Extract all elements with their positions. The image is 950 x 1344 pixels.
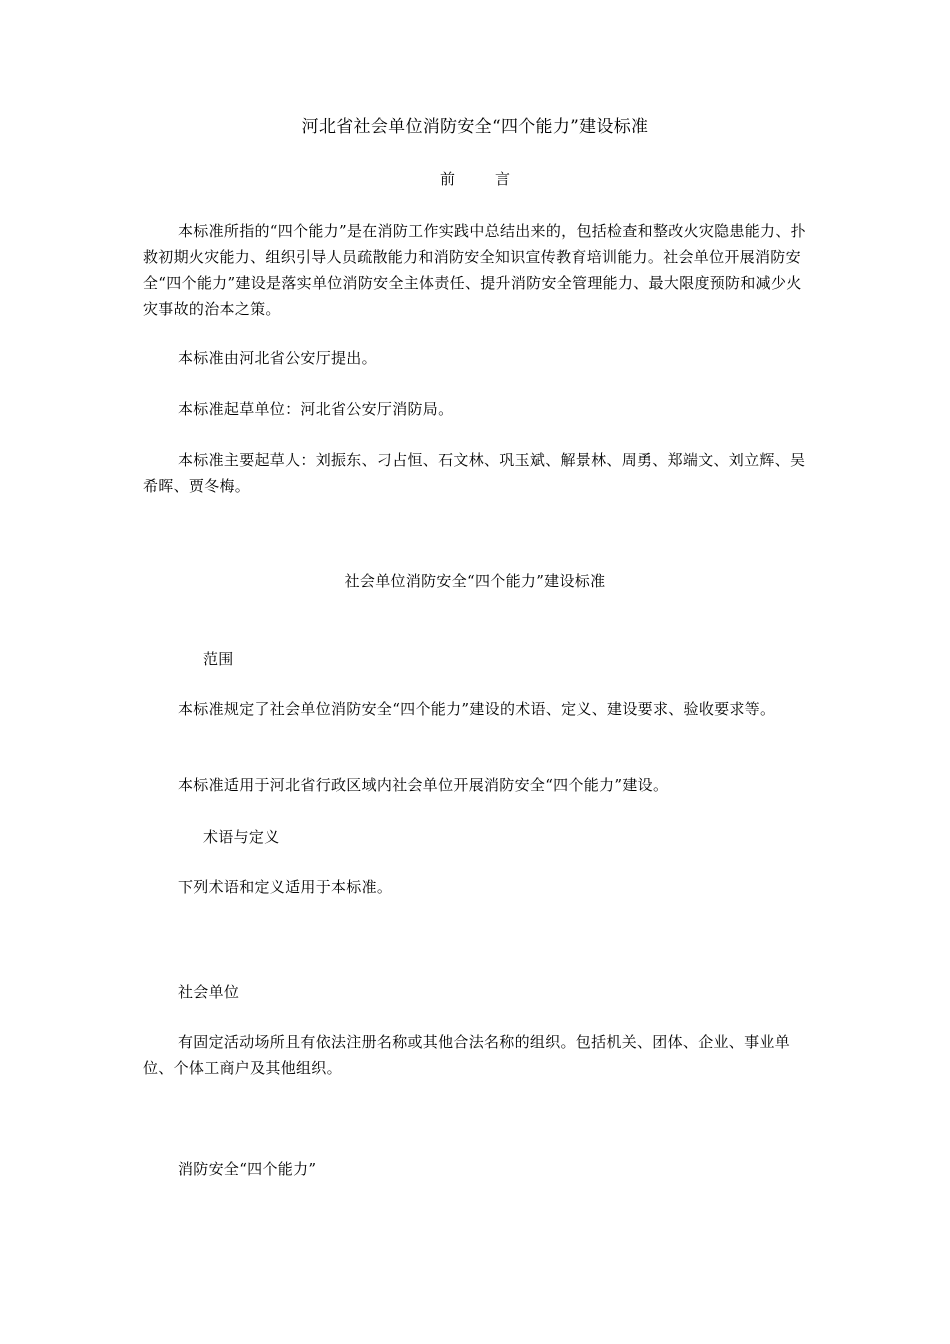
proposer-paragraph: 本标准由河北省公安厅提出。 — [178, 349, 377, 367]
document-title: 河北省社会单位消防安全“四个能力”建设标准 — [301, 117, 649, 137]
preface-heading-char-1: 前 — [439, 170, 455, 188]
terms-heading: 术语与定义 — [203, 828, 280, 846]
drafters-paragraph: 本标准主要起草人：刘振东、刁占恒、石文林、巩玉斌、解景林、周勇、郑端文、刘立辉、吴希晖、贾冬梅。 — [143, 451, 806, 495]
standard-subtitle: 社会单位消防安全“四个能力”建设标准 — [344, 572, 606, 590]
term-four-abilities-heading: 消防安全“四个能力” — [178, 1160, 317, 1178]
scope-heading: 范围 — [203, 650, 234, 668]
drafting-unit-paragraph: 本标准起草单位：河北省公安厅消防局。 — [178, 400, 454, 418]
terms-intro-paragraph: 下列术语和定义适用于本标准。 — [178, 878, 393, 896]
scope-paragraph-1: 本标准规定了社会单位消防安全“四个能力”建设的术语、定义、建设要求、验收要求等。 — [178, 700, 776, 718]
term-social-unit-heading: 社会单位 — [178, 983, 240, 1001]
preface-heading-char-2: 言 — [495, 170, 511, 188]
term-social-unit-definition: 有固定活动场所且有依法注册名称或其他合法名称的组织。包括机关、团体、企业、事业单位、个体工商户及其他组织。 — [143, 1033, 791, 1077]
scope-paragraph-2: 本标准适用于河北省行政区域内社会单位开展消防安全“四个能力”建设。 — [178, 776, 669, 794]
preface-paragraph: 本标准所指的“四个能力”是在消防工作实践中总结出来的，包括检查和整改火灾隐患能力、扑救初期火灾能力、组织引导人员疏散能力和消防安全知识宣传教育培训能力。社会单位开展消防安全“四个能力”建设是落实单位消防安全主体责任、提升消防安全管理能力、最大限度预防和减少火灾事故的治本之策。 — [143, 222, 806, 318]
preface-heading — [0, 166, 950, 192]
